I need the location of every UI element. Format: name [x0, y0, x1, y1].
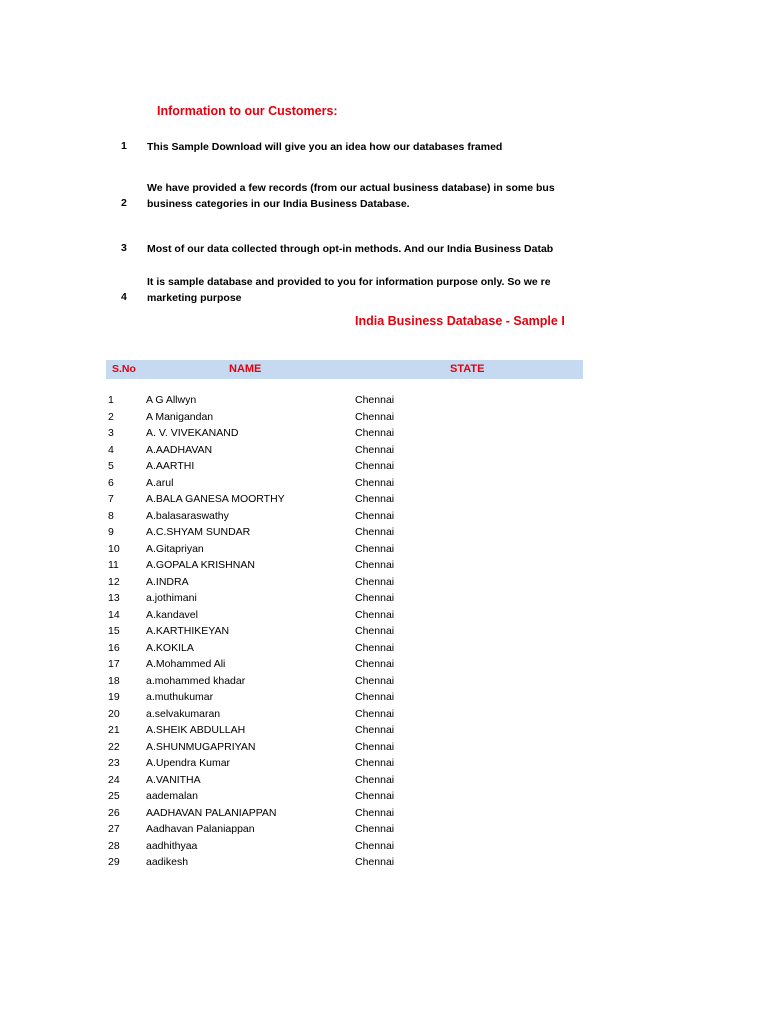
- row-sno: 1: [108, 394, 114, 406]
- row-name: A.GOPALA KRISHNAN: [146, 559, 255, 571]
- row-state: Chennai: [355, 839, 395, 852]
- table-header: [106, 360, 583, 379]
- table-row: [0, 708, 600, 724]
- row-state: Chennai: [355, 592, 395, 604]
- row-name: A.kandavel: [146, 608, 198, 621]
- row-name: A.VANITHA: [146, 773, 201, 786]
- table-row: [0, 411, 600, 427]
- row-state: Chennai: [355, 493, 395, 505]
- row-sno: 18: [108, 674, 120, 687]
- row-sno: 8: [108, 509, 114, 522]
- table-row: [0, 856, 600, 872]
- table-row: [0, 823, 600, 839]
- table-row: [0, 460, 600, 476]
- row-sno: 9: [108, 526, 114, 538]
- row-state: Chennai: [355, 674, 395, 687]
- row-name: aadikesh: [146, 856, 189, 868]
- info-text: marketing purpose: [147, 292, 242, 304]
- row-name: A.Mohammed Ali: [146, 658, 226, 670]
- row-sno: 6: [108, 476, 114, 489]
- row-state: Chennai: [355, 526, 395, 538]
- info-number: 4: [121, 291, 127, 303]
- row-state: Chennai: [355, 460, 395, 472]
- row-state: Chennai: [355, 658, 395, 670]
- row-state: Chennai: [355, 410, 395, 423]
- table-row: [0, 543, 600, 559]
- row-name: A.balasaraswathy: [146, 509, 229, 522]
- row-sno: 10: [108, 542, 120, 555]
- info-item-4: [0, 275, 584, 307]
- info-text: Most of our data collected through opt-in methods. And our India Business Datab: [147, 243, 554, 255]
- row-sno: 7: [108, 493, 114, 505]
- row-name: A Manigandan: [146, 410, 214, 423]
- row-state: Chennai: [355, 757, 395, 769]
- row-sno: 23: [108, 757, 120, 769]
- row-state: Chennai: [355, 427, 395, 439]
- table-row: [0, 790, 600, 806]
- table-row: [0, 774, 600, 790]
- row-name: A.AARTHI: [146, 460, 195, 472]
- row-sno: 4: [108, 443, 114, 456]
- row-sno: 19: [108, 691, 120, 703]
- row-sno: 28: [108, 839, 120, 852]
- table-row: [0, 592, 600, 608]
- column-header-state: STATE: [450, 363, 485, 375]
- column-header-sno: S.No: [112, 363, 136, 375]
- table-row: [0, 576, 600, 592]
- table-row: [0, 609, 600, 625]
- table-row: [0, 427, 600, 443]
- row-sno: 25: [108, 790, 120, 802]
- table-row: [0, 807, 600, 823]
- row-state: Chennai: [355, 608, 395, 621]
- table-row: [0, 757, 600, 773]
- row-name: a.mohammed khadar: [146, 674, 246, 687]
- row-name: A.SHEIK ABDULLAH: [146, 724, 246, 736]
- row-state: Chennai: [355, 641, 395, 654]
- row-name: A.Upendra Kumar: [146, 757, 231, 769]
- row-sno: 3: [108, 427, 114, 439]
- row-name: A.SHUNMUGAPRIYAN: [146, 740, 256, 753]
- row-sno: 17: [108, 658, 120, 670]
- row-name: Aadhavan Palaniappan: [146, 823, 255, 835]
- table-row: [0, 741, 600, 757]
- row-state: Chennai: [355, 724, 395, 736]
- row-sno: 5: [108, 460, 114, 472]
- row-state: Chennai: [355, 542, 395, 555]
- row-state: Chennai: [355, 575, 395, 588]
- row-name: A.AADHAVAN: [146, 443, 213, 456]
- row-name: A.arul: [146, 476, 174, 489]
- table-title: India Business Database - Sample I: [355, 314, 565, 328]
- table-row: [0, 493, 600, 509]
- table-row: [0, 724, 600, 740]
- info-text: business categories in our India Business Database.: [147, 198, 410, 210]
- row-state: Chennai: [355, 476, 395, 489]
- row-name: A.Gitapriyan: [146, 542, 204, 555]
- table-row: [0, 642, 600, 658]
- row-sno: 13: [108, 592, 120, 604]
- row-state: Chennai: [355, 443, 395, 456]
- row-state: Chennai: [355, 509, 395, 522]
- row-sno: 16: [108, 641, 120, 654]
- table-row: [0, 559, 600, 575]
- row-sno: 27: [108, 823, 120, 835]
- info-text: This Sample Download will give you an idea how our databases framed: [147, 141, 503, 153]
- row-name: AADHAVAN PALANIAPPAN: [146, 806, 277, 819]
- row-name: a.selvakumaran: [146, 707, 221, 720]
- row-state: Chennai: [355, 559, 395, 571]
- row-state: Chennai: [355, 856, 395, 868]
- column-header-name: NAME: [229, 363, 262, 375]
- table-row: [0, 510, 600, 526]
- row-sno: 11: [108, 559, 119, 571]
- row-name: aadhithyaa: [146, 839, 198, 852]
- row-state: Chennai: [355, 740, 395, 753]
- row-name: A.C.SHYAM SUNDAR: [146, 526, 251, 538]
- row-state: Chennai: [355, 691, 395, 703]
- info-number: 3: [121, 242, 127, 254]
- row-sno: 21: [108, 724, 120, 736]
- row-sno: 2: [108, 410, 114, 423]
- row-state: Chennai: [355, 823, 395, 835]
- row-name: a.muthukumar: [146, 691, 214, 703]
- row-sno: 22: [108, 740, 120, 753]
- row-sno: 12: [108, 575, 120, 588]
- row-state: Chennai: [355, 707, 395, 720]
- info-text: We have provided a few records (from our actual business database) in some bus: [147, 182, 555, 194]
- row-sno: 29: [108, 856, 120, 868]
- row-name: A.KOKILA: [146, 641, 194, 654]
- row-name: A.INDRA: [146, 575, 189, 588]
- row-name: A G Allwyn: [146, 394, 197, 406]
- row-name: A.BALA GANESA MOORTHY: [146, 493, 285, 505]
- row-state: Chennai: [355, 625, 395, 637]
- row-sno: 20: [108, 707, 120, 720]
- table-row: [0, 526, 600, 542]
- table-row: [0, 675, 600, 691]
- table-row: [0, 394, 600, 410]
- row-state: Chennai: [355, 773, 395, 786]
- row-sno: 26: [108, 806, 120, 819]
- table-row: [0, 691, 600, 707]
- info-number: 1: [121, 140, 127, 152]
- table-row: [0, 840, 600, 856]
- info-number: 2: [121, 197, 127, 209]
- row-state: Chennai: [355, 394, 395, 406]
- info-item-3: [0, 242, 584, 258]
- row-name: aademalan: [146, 790, 198, 802]
- info-heading: Information to our Customers:: [157, 104, 338, 118]
- table-row: [0, 625, 600, 641]
- row-name: A.KARTHIKEYAN: [146, 625, 230, 637]
- info-item-2: [0, 181, 584, 213]
- row-name: a.jothimani: [146, 592, 197, 604]
- info-text: It is sample database and provided to you for information purpose only. So we re: [147, 276, 551, 288]
- info-item-1: [0, 140, 584, 156]
- row-sno: 15: [108, 625, 120, 637]
- row-state: Chennai: [355, 790, 395, 802]
- row-sno: 14: [108, 608, 120, 621]
- row-sno: 24: [108, 773, 120, 786]
- row-state: Chennai: [355, 806, 395, 819]
- table-row: [0, 444, 600, 460]
- row-name: A. V. VIVEKANAND: [146, 427, 239, 439]
- table-row: [0, 658, 600, 674]
- table-row: [0, 477, 600, 493]
